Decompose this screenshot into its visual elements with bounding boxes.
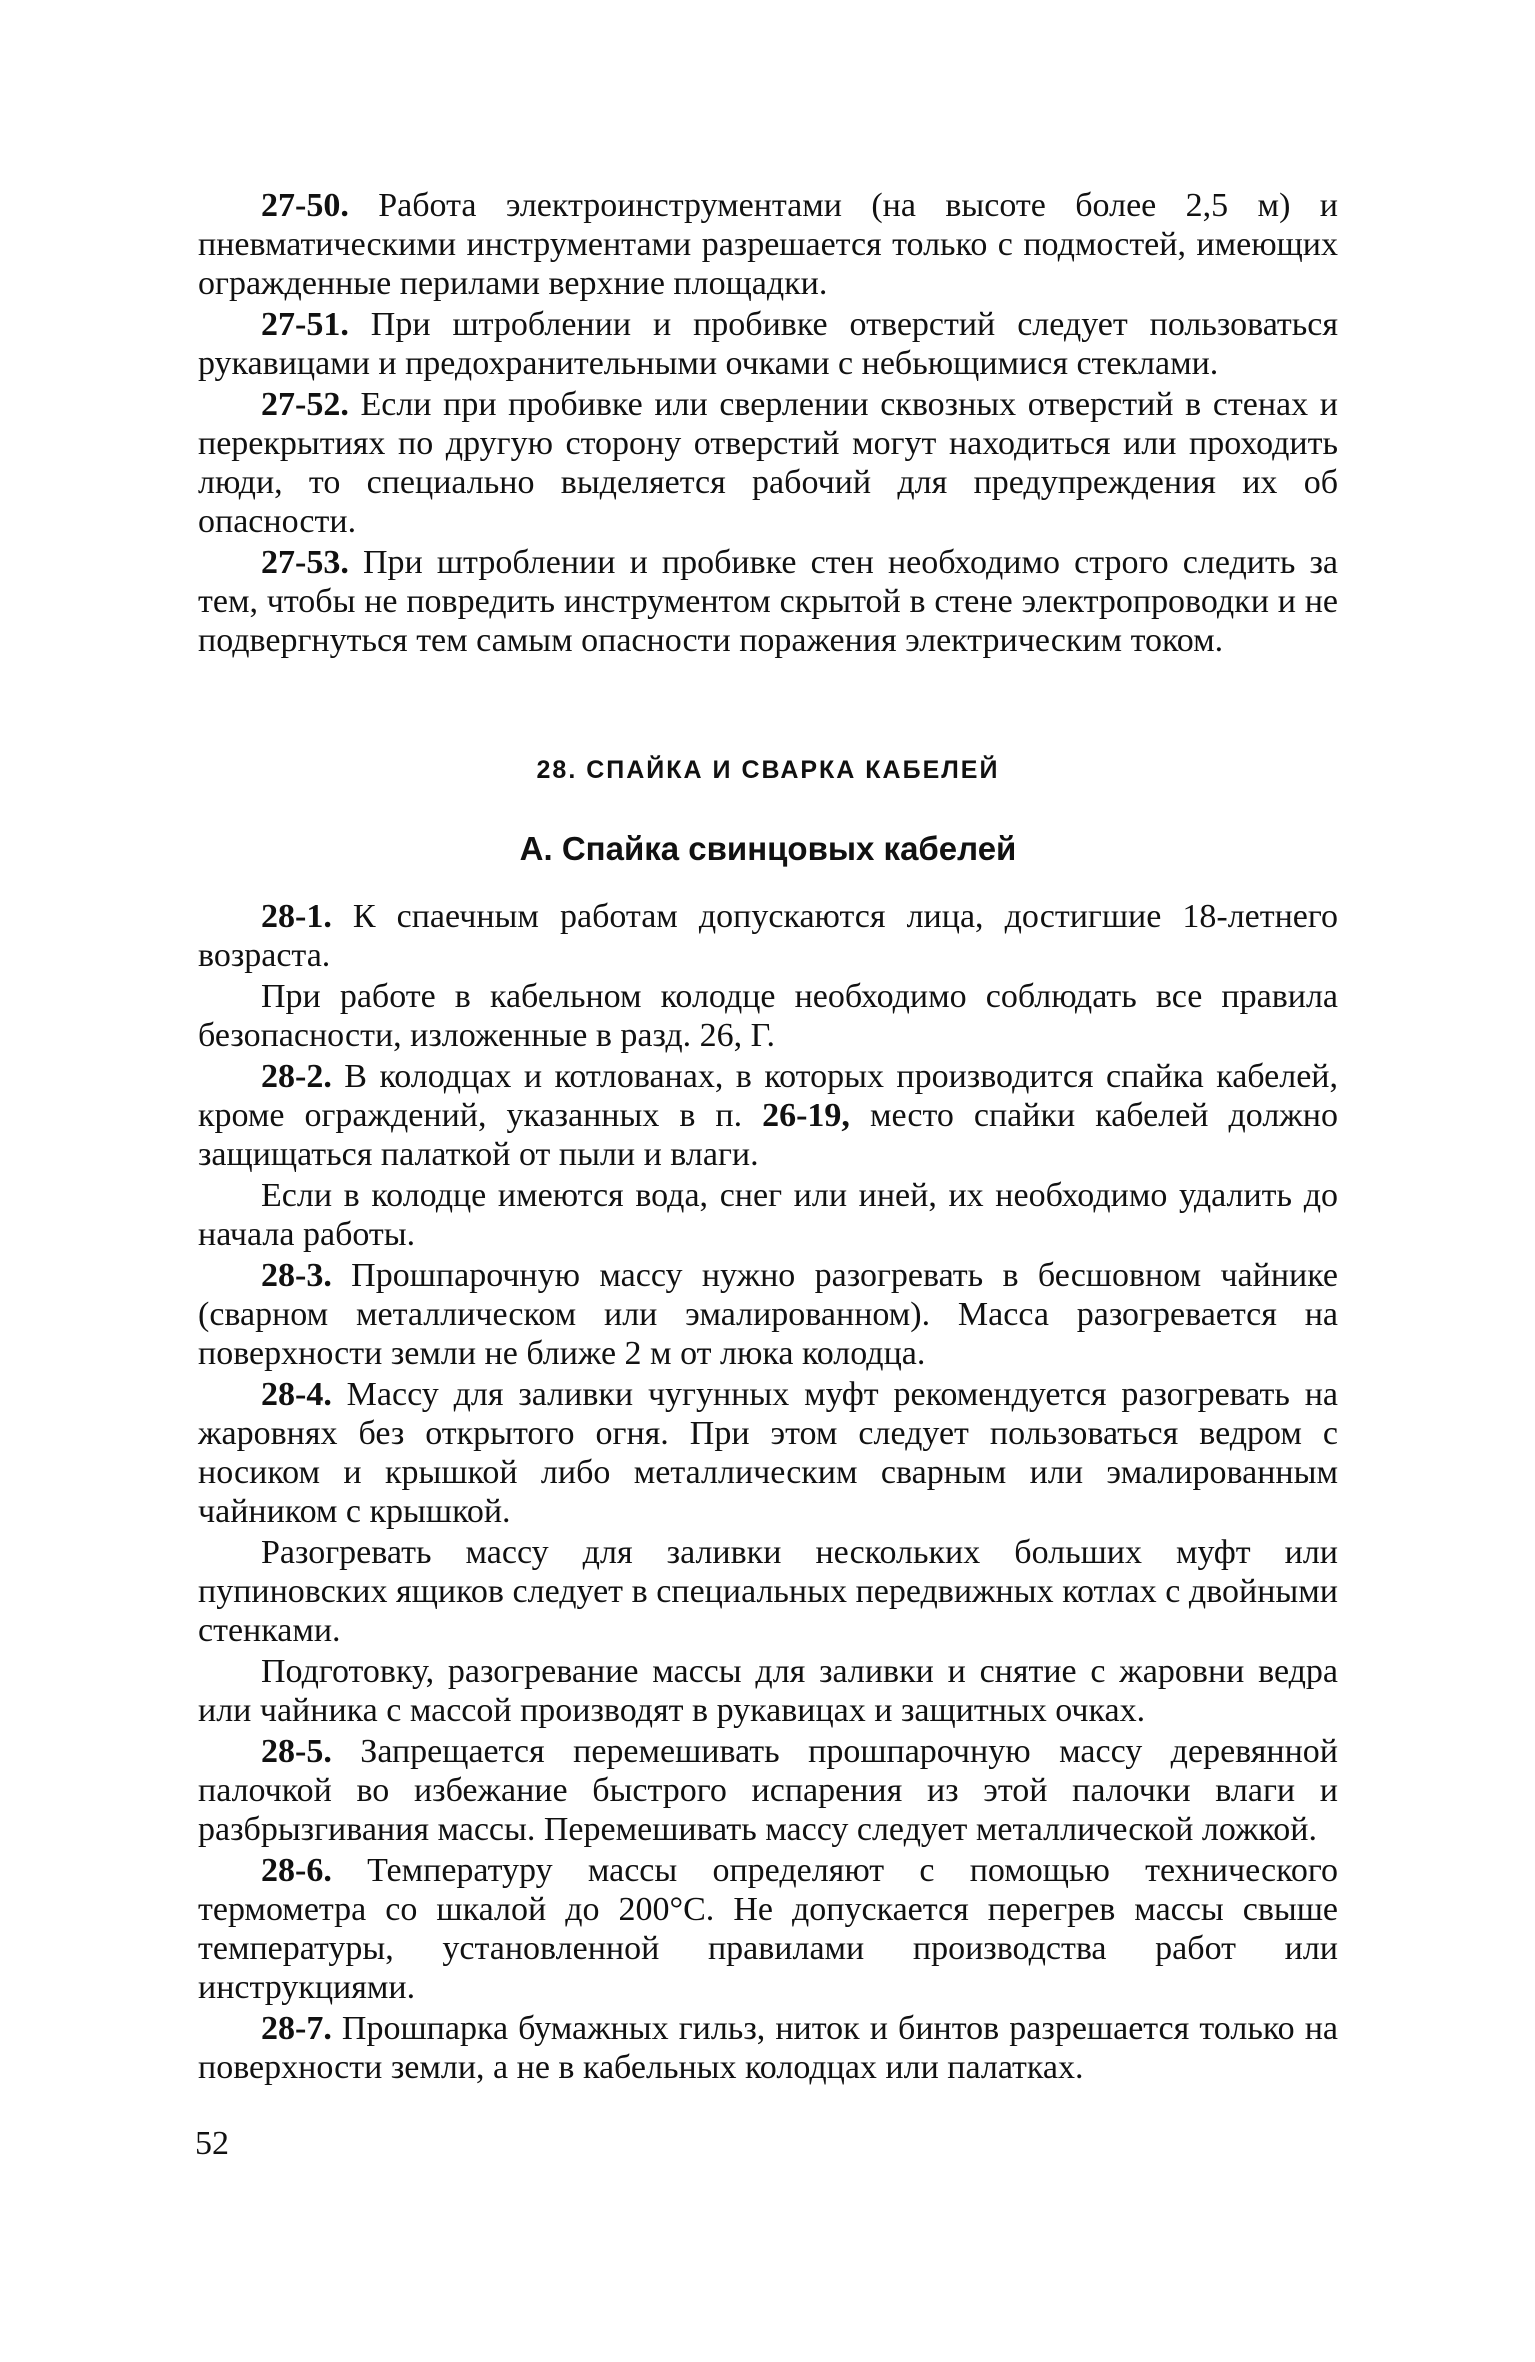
paragraph-27-51 <box>198 305 1338 383</box>
paragraphs-before <box>198 186 1338 660</box>
paragraph-text: Если в колодце имеются вода, снег или иней, их необходимо удалить до начала работы. <box>198 1177 1338 1253</box>
paragraph-text: Массу для заливки чугунных муфт рекомендуется разогревать на жаровнях без открытого огня. При этом следует пользоваться ведром с носиком и крышкой либо металлическим сварным или эмалированным чайником с крышкой. <box>198 1376 1338 1530</box>
paragraph-28-5 <box>198 1732 1338 1849</box>
paragraph-text: При работе в кабельном колодце необходимо соблюдать все правила безопасности, изложенные в разд. 26, Г. <box>198 978 1338 1054</box>
paragraph-number: 28-7. <box>261 2010 332 2047</box>
paragraph-number: 28-2. <box>261 1058 332 1095</box>
paragraph-28-2-continued <box>198 1176 1338 1254</box>
paragraph-text: В колодцах и котлованах, в которых производится спайка кабелей, кроме ограждений, указанных в п. <box>198 1058 1338 1134</box>
paragraph-28-4-continued-1 <box>198 1533 1338 1650</box>
paragraph-27-50 <box>198 186 1338 303</box>
paragraph-number: 28-1. <box>261 898 332 935</box>
paragraph-28-1-continued <box>198 977 1338 1055</box>
paragraph-28-6 <box>198 1851 1338 2007</box>
paragraph-number: 28-6. <box>261 1852 332 1889</box>
paragraph-number: 27-50. <box>261 187 349 224</box>
paragraph-text: К спаечным работам допускаются лица, достигшие 18-летнего возраста. <box>198 898 1338 974</box>
paragraph-27-53 <box>198 543 1338 660</box>
paragraph-text: Прошпарка бумажных гильз, ниток и бинтов разрешается только на поверхности земли, а не в кабельных колодцах или палатках. <box>198 2010 1338 2086</box>
section-title: 28. СПАЙКА И СВАРКА КАБЕЛЕЙ <box>536 756 1000 784</box>
paragraph-text: Запрещается перемешивать прошпарочную массу деревянной палочкой во избежание быстрого испарения из этой палочки влаги и разбрызгивания массы. Перемешивать массу следует металлической ложкой. <box>198 1733 1338 1848</box>
paragraph-reference: 26-19, <box>762 1097 850 1134</box>
paragraph-number: 27-51. <box>261 306 349 343</box>
paragraph-text: Подготовку, разогревание массы для заливки и снятие с жаровни ведра или чайника с массой производят в рукавицах и защитных очках. <box>198 1653 1338 1729</box>
paragraph-text: Разогревать массу для заливки нескольких больших муфт или пупиновских ящиков следует в специальных передвижных котлах с двойными стенками. <box>198 1534 1338 1649</box>
paragraph-28-2 <box>198 1057 1338 1174</box>
page-number: 52 <box>195 2125 229 2162</box>
paragraph-27-52 <box>198 385 1338 541</box>
paragraph-28-3 <box>198 1256 1338 1373</box>
paragraphs-after <box>198 897 1338 2087</box>
document-page <box>198 186 1338 2089</box>
paragraph-text: При штроблении и пробивке стен необходимо строго следить за тем, чтобы не повредить инструментом скрытой в стене электропроводки и не подвергнуться тем самым опасности поражения электрическим током. <box>198 544 1338 659</box>
paragraph-text: Температуру массы определяют с помощью технического термометра со шкалой до 200°С. Не допускается перегрев массы свыше температуры, установленной правилами производства работ или инструкциями. <box>198 1852 1338 2006</box>
paragraph-number: 27-52. <box>261 386 349 423</box>
paragraph-number: 27-53. <box>261 544 349 581</box>
paragraph-28-1 <box>198 897 1338 975</box>
paragraph-text: При штроблении и пробивке отверстий следует пользоваться рукавицами и предохранительными очками с небьющимися стеклами. <box>198 306 1338 382</box>
paragraph-28-4-continued-2 <box>198 1652 1338 1730</box>
paragraph-28-7 <box>198 2009 1338 2087</box>
paragraph-28-4 <box>198 1375 1338 1531</box>
paragraph-text: Если при пробивке или сверлении сквозных отверстий в стенах и перекрытиях по другую сторону отверстий могут находиться или проходить люди, то специально выделяется рабочий для предупреждения их об опасности. <box>198 386 1338 540</box>
paragraph-text: Прошпарочную массу нужно разогревать в бесшовном чайнике (сварном металлическом или эмалированном). Масса разогревается на поверхности земли не ближе 2 м от люка колодца. <box>198 1257 1338 1372</box>
paragraph-number: 28-5. <box>261 1733 332 1770</box>
paragraph-number: 28-3. <box>261 1257 332 1294</box>
paragraph-number: 28-4. <box>261 1376 332 1413</box>
subsection-title: А. Спайка свинцовых кабелей <box>519 830 1017 867</box>
paragraph-text-continued: место спайки кабелей должно защищаться палаткой от пыли и влаги. <box>198 1097 1338 1173</box>
paragraph-text: Работа электроинструментами (на высоте более 2,5 м) и пневматическими инструментами разрешается только с подмостей, имеющих огражденные перилами верхние площадки. <box>198 187 1338 302</box>
